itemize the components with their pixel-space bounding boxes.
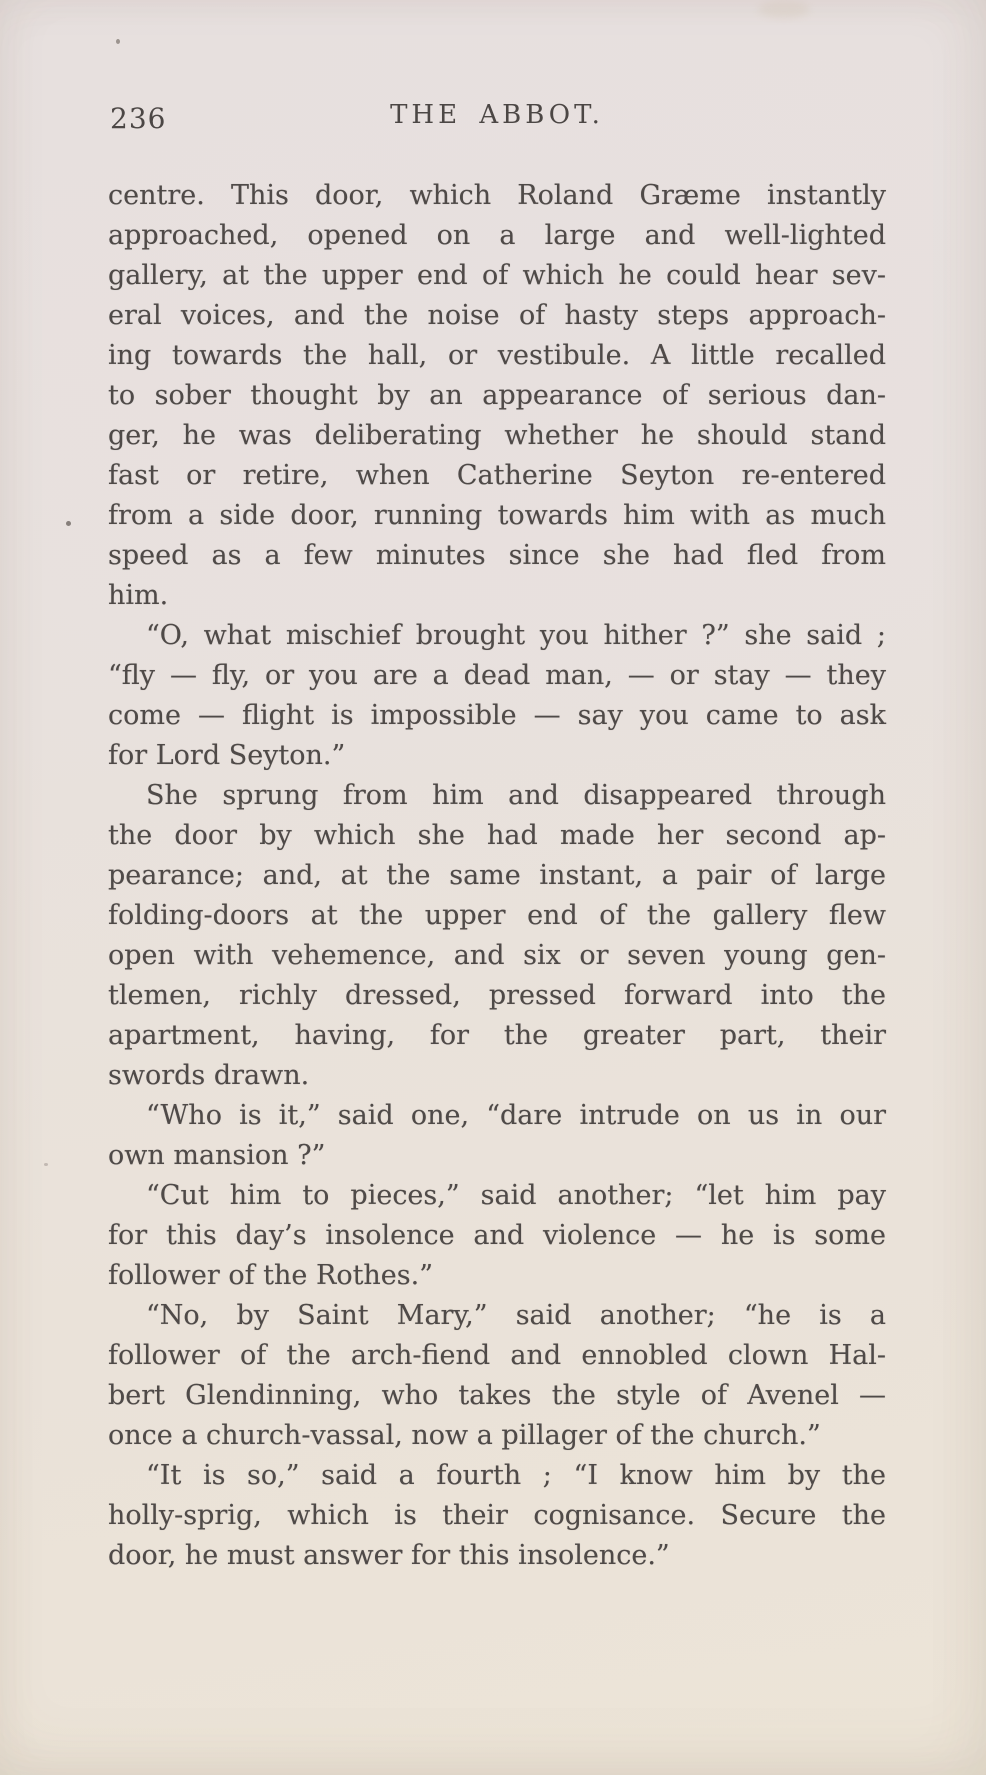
text-line: to sober thought by an appearance of serious dan- (108, 380, 886, 411)
text-line: speed as a few minutes since she had fled from (108, 540, 886, 571)
text-line: come — flight is impossible — say you came to ask (108, 700, 886, 731)
text-line: gallery, at the upper end of which he could hear sev- (108, 260, 886, 291)
text-line: She sprung from him and disappeared through (146, 780, 886, 811)
text-line: “fly — fly, or you are a dead man, — or stay — they (108, 660, 886, 691)
paragraph (108, 1176, 886, 1296)
scan-speck (44, 1163, 48, 1166)
text-line: from a side door, running towards him with as much (108, 500, 886, 531)
paragraph (108, 776, 886, 1096)
text-line: “Cut him to pieces,” said another; “let him pay (146, 1180, 886, 1211)
scan-speck (66, 521, 71, 526)
scan-smudge (758, 0, 810, 18)
text-line: folding-doors at the upper end of the gallery flew (108, 900, 886, 931)
text-line: him. (108, 580, 169, 611)
text-line: ing towards the hall, or vestibule. A little recalled (108, 340, 886, 371)
text-line: eral voices, and the noise of hasty steps approach- (108, 300, 886, 331)
text-line: ger, he was deliberating whether he should stand (108, 420, 886, 451)
text-line: “O, what mischief brought you hither ?” she said ; (146, 620, 886, 651)
text-line: approached, opened on a large and well-lighted (108, 220, 886, 251)
text-line: pearance; and, at the same instant, a pair of large (108, 860, 886, 891)
text-line: for this day’s insolence and violence — he is some (108, 1220, 886, 1251)
running-head: THE ABBOT. (390, 100, 604, 130)
text-line: “No, by Saint Mary,” said another; “he is a (146, 1300, 886, 1331)
text-line: door, he must answer for this insolence.” (108, 1540, 670, 1571)
page-number: 236 (110, 102, 167, 135)
paragraph (108, 176, 886, 616)
body-text (108, 176, 886, 1576)
text-line: open with vehemence, and six or seven young gen- (108, 940, 886, 971)
text-line: once a church-vassal, now a pillager of the church.” (108, 1420, 821, 1451)
text-line: holly-sprig, which is their cognisance. Secure the (108, 1500, 886, 1531)
paragraph (108, 1096, 886, 1176)
text-line: swords drawn. (108, 1060, 310, 1091)
paragraph (108, 616, 886, 776)
text-line: bert Glendinning, who takes the style of Avenel — (108, 1380, 886, 1411)
paragraph (108, 1296, 886, 1456)
text-line: apartment, having, for the greater part, their (108, 1020, 886, 1051)
scan-speck (116, 39, 120, 44)
text-line: own mansion ?” (108, 1140, 326, 1171)
text-line: for Lord Seyton.” (108, 740, 346, 771)
text-line: follower of the arch-fiend and ennobled clown Hal- (108, 1340, 886, 1371)
text-line: fast or retire, when Catherine Seyton re-entered (108, 460, 886, 491)
text-line: follower of the Rothes.” (108, 1260, 434, 1291)
paragraph (108, 1456, 886, 1576)
text-line: “It is so,” said a fourth ; “I know him by the (146, 1460, 886, 1491)
text-line: the door by which she had made her second ap- (108, 820, 886, 851)
text-line: “Who is it,” said one, “dare intrude on us in our (146, 1100, 886, 1131)
text-line: centre. This door, which Roland Græme instantly (108, 180, 886, 211)
text-line: tlemen, richly dressed, pressed forward into the (108, 980, 886, 1011)
